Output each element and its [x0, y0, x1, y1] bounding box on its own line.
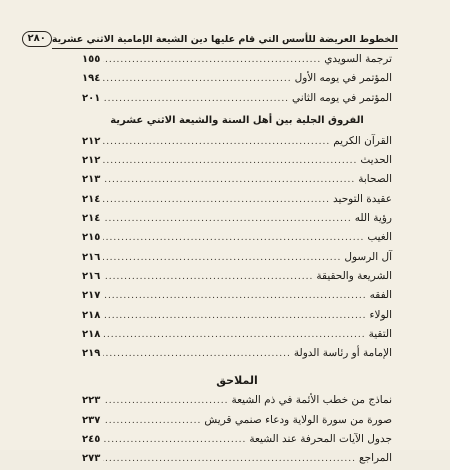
toc-entry-page: ٢٠١: [82, 92, 101, 104]
toc-entry-label: الفقه: [369, 289, 392, 302]
toc-entry-label: الحديث: [360, 154, 392, 167]
dot-leader: [103, 90, 289, 109]
toc-entry-label: ترجمة السويدي: [324, 53, 392, 65]
table-of-contents: [82, 50, 392, 469]
toc-entry-label: الإمامة أو رئاسة الدولة: [293, 347, 392, 360]
toc-entry-page: ٢١٢: [82, 155, 101, 167]
toc-entry: [82, 89, 392, 108]
toc-entry-label: نماذج من خطب الأئمة في ذم الشيعة: [231, 394, 392, 407]
toc-entry-page: ٢١٦: [82, 270, 101, 282]
toc-entry-page: ٢١٩: [82, 348, 101, 360]
section-title: الفروق الجلية بين أهل السنة والشيعة الاثني عشرية: [110, 114, 364, 126]
toc-entry: [82, 344, 392, 363]
toc-entry-label: الشريعة والحقيقة: [316, 269, 392, 282]
dot-leader: [103, 392, 228, 411]
toc-entry-label: جدول الآيات المحرفة عند الشيعة: [249, 433, 392, 446]
dot-leader: [103, 152, 357, 171]
toc-entry: [82, 391, 392, 410]
toc-entry-page: ٢٣٧: [82, 414, 101, 426]
appendix-title: الملاحق: [216, 374, 258, 388]
toc-entry-page: ٢١٨: [82, 328, 101, 340]
toc-entry-page: ٢٤٥: [82, 434, 101, 446]
toc-entry-label: القرآن الكريم: [333, 134, 392, 147]
dot-leader: [103, 210, 351, 229]
toc-entry-page: ٢٧٣: [82, 453, 101, 465]
toc-entry-page: ٢١٨: [82, 309, 101, 321]
toc-entry-page: ٢١٤: [82, 193, 101, 205]
toc-entry-label: آل الرسول: [344, 250, 392, 263]
dot-leader: [103, 268, 313, 287]
dot-leader: [103, 450, 356, 469]
toc-entry-label: رؤية الله: [354, 212, 392, 225]
dot-leader: [103, 70, 291, 89]
toc-entry: [82, 132, 392, 151]
toc-entry: [82, 69, 392, 88]
toc-entry: [82, 50, 392, 69]
toc-entry-page: ٢١٣: [82, 174, 101, 186]
dot-leader: [103, 171, 355, 190]
toc-entry-page: ٢٢٣: [82, 395, 101, 407]
toc-entry-page: ١٥٥: [82, 54, 101, 65]
running-header: [27, 30, 398, 49]
dot-leader: [103, 326, 365, 345]
toc-entry: [82, 151, 392, 170]
dot-leader: [103, 133, 330, 152]
toc-entry-label: التقية: [368, 327, 392, 340]
dot-leader: [103, 249, 341, 268]
toc-entry: [82, 248, 392, 267]
toc-entry-page: ١٩٤: [82, 73, 101, 85]
dot-leader: [103, 287, 366, 306]
dot-leader: [103, 229, 364, 248]
toc-entry-label: الغيب: [367, 231, 392, 244]
toc-entry: [82, 267, 392, 286]
dot-leader: [103, 345, 291, 364]
page-number: ٢٨٠: [22, 31, 52, 47]
toc-entry-page: ٢١٥: [82, 232, 101, 244]
toc-entry-page: ٢١٦: [82, 251, 101, 263]
toc-entry: [82, 325, 392, 344]
header-title: الخطوط العريضة للأسس التي قام عليها دين الشيعة الإمامية الاثني عشرية: [51, 33, 398, 45]
toc-entry-label: الولاء: [369, 308, 392, 321]
toc-entry: [82, 170, 392, 189]
toc-entry-page: ٢١٢: [82, 135, 101, 147]
toc-entry: [82, 228, 392, 247]
toc-entry-label: صورة من سورة الولاية ودعاء صنمي قريش: [204, 413, 392, 426]
toc-entry-label: عقيدة التوحيد: [333, 192, 392, 205]
toc-entry-page: ٢١٤: [82, 213, 101, 225]
toc-entry: [82, 306, 392, 325]
toc-entry: [82, 411, 392, 430]
dot-leader: [103, 307, 366, 326]
toc-entry: [82, 449, 392, 468]
toc-entry-page: ٢١٧: [82, 290, 101, 302]
toc-entry-label: المؤتمر في يومه الأول: [294, 72, 392, 85]
dot-leader: [103, 412, 201, 431]
dot-leader: [103, 431, 246, 450]
dot-leader: [103, 191, 330, 210]
toc-entry-label: المؤتمر في يومه الثاني: [292, 91, 392, 104]
dot-leader: [103, 51, 321, 70]
toc-entry: [82, 209, 392, 228]
toc-entry: [82, 430, 392, 449]
toc-entry-label: المراجع: [359, 452, 392, 465]
toc-entry: [82, 190, 392, 209]
toc-entry-label: الصحابة: [358, 173, 392, 186]
toc-entry: [82, 286, 392, 305]
